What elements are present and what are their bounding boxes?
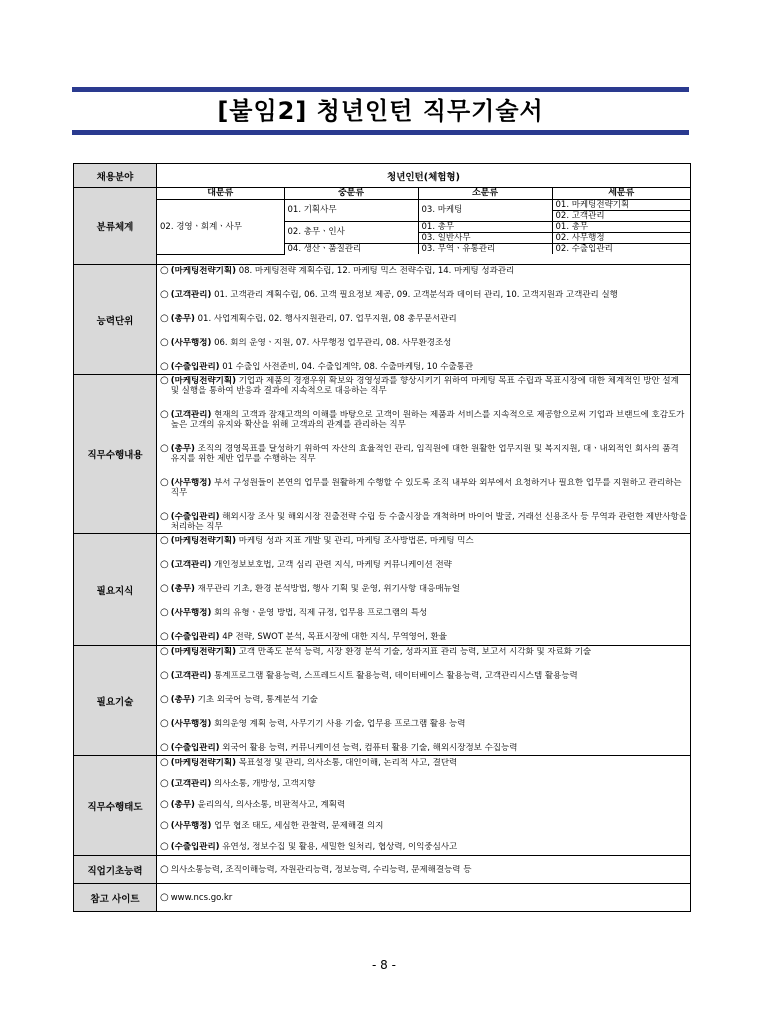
detail-value-2: 02. 고객관리 (552, 210, 690, 221)
header-mid: 중분류 (284, 188, 418, 199)
skill-item: ○ (마케팅전략기획) 고객 만족도 분석 능력, 시장 환경 분석 기술, 성과지표 관리 능력, 보고서 시각화 및 자료화 기술 (160, 646, 592, 657)
detail-value-3: 01. 총무 (552, 221, 690, 232)
job-content-item: ○ (총무) 조직의 경영목표를 달성하기 위하여 자산의 효율적인 관리, 임직원에 대한 원활한 업무지원 및 복지지원, 대ㆍ내외적인 회사의 품격 유지를 위한 제반 업무를 수행하는 직무 (160, 443, 679, 464)
ability-item: ○ (수출입관리) 01 수출입 사전준비, 04. 수출입계약, 08. 수출마케팅, 10 수출통관 (160, 361, 474, 372)
attitude-label: 직무수행태도 (74, 756, 157, 856)
circle-bullet-icon: ○ (160, 799, 169, 810)
knowledge-item: ○ (수출입관리) 4P 전략, SWOT 분석, 목표시장에 대한 지식, 무역영어, 환율 (160, 631, 447, 642)
page-title: [붙임2] 청년인턴 직무기술서 (217, 97, 544, 125)
circle-bullet-icon: ○ (160, 535, 169, 546)
detail-value-1: 01. 마케팅전략기획 (552, 199, 690, 210)
knowledge-item: ○ (사무행정) 회의 유형ㆍ운영 방법, 직제 규정, 업무용 프로그램의 특성 (160, 607, 428, 618)
row-classification (74, 188, 691, 265)
circle-bullet-icon: ○ (160, 409, 169, 420)
recruit-field-label: 채용분야 (74, 164, 157, 188)
circle-bullet-icon: ○ (160, 820, 169, 831)
circle-bullet-icon: ○ (160, 778, 169, 789)
reference-item (157, 893, 690, 903)
circle-bullet-icon: ○ (160, 361, 169, 372)
skill-item: ○ (고객관리) 통계프로그램 활용능력, 스프레드시트 활용능력, 데이터베이스 활용능력, 고객관리시스템 활용능력 (160, 670, 578, 681)
circle-bullet-icon: ○ (160, 864, 169, 875)
circle-bullet-icon: ○ (160, 841, 169, 852)
header-major: 대분류 (157, 188, 284, 199)
basic-ability-label: 직업기초능력 (74, 856, 157, 884)
mid-value-1: 01. 기획사무 (284, 199, 418, 221)
knowledge-item: ○ (고객관리) 개인정보보호법, 고객 심리 관련 지식, 마케팅 커뮤니케이션 전략 (160, 559, 452, 570)
minor-value-3: 03. 일반사무 (418, 232, 552, 243)
circle-bullet-icon: ○ (160, 631, 169, 642)
title-bottom-rule (72, 130, 689, 135)
job-content-item: ○ (고객관리) 현재의 고객과 잠재고객의 이해를 바탕으로 고객이 원하는 제품과 서비스를 지속적으로 제공함으로써 기업과 브랜드에 호감도가 높은 고객의 유지와 확산을 위해 고객과의 관계를 관리하는 직무 (160, 409, 685, 430)
circle-bullet-icon: ○ (160, 477, 169, 488)
circle-bullet-icon: ○ (160, 313, 169, 324)
circle-bullet-icon: ○ (160, 511, 169, 522)
circle-bullet-icon: ○ (160, 443, 169, 454)
circle-bullet-icon: ○ (160, 607, 169, 618)
circle-bullet-icon: ○ (160, 375, 169, 386)
row-job-content (74, 375, 691, 534)
reference-link[interactable]: www.ncs.go.kr (170, 892, 233, 903)
circle-bullet-icon: ○ (160, 583, 169, 594)
reference-label: 참고 사이트 (74, 884, 157, 912)
attitude-item: ○ (총무) 윤리의식, 의사소통, 비판적사고, 계획력 (160, 799, 346, 810)
knowledge-item: ○ (마케팅전략기획) 마케팅 성과 지표 개발 및 관리, 마케팅 조사방법론, 마케팅 믹스 (160, 535, 474, 546)
recruit-field-value: 청년인턴(체험형) (157, 164, 691, 188)
attitude-item: ○ (사무행정) 업무 협조 태도, 세심한 관찰력, 문제해결 의지 (160, 820, 384, 831)
row-knowledge (74, 534, 691, 646)
row-skills (74, 646, 691, 756)
job-content-item: ○ (수출입관리) 해외시장 조사 및 해외시장 진출전략 수립 등 수출시장을 개척하며 바이어 발굴, 거래선 신용조사 등 무역과 관련한 제반사항을 처리하는 직무 (160, 511, 687, 532)
skills-label: 필요기술 (74, 646, 157, 756)
job-content-item: ○ (사무행정) 부서 구성원들이 본연의 업무를 원활하게 수행할 수 있도록 조직 내부와 외부에서 요청하거나 필요한 업무를 지원하고 관리하는 직무 (160, 477, 682, 498)
circle-bullet-icon: ○ (160, 694, 169, 705)
minor-value-2: 01. 총무 (418, 221, 552, 232)
circle-bullet-icon: ○ (160, 559, 169, 570)
circle-bullet-icon: ○ (160, 646, 169, 657)
mid-value-2: 02. 총무ㆍ인사 (284, 221, 418, 243)
header-detail: 세분류 (552, 188, 690, 199)
job-description-table (73, 163, 691, 912)
circle-bullet-icon: ○ (160, 742, 169, 753)
skill-item: ○ (사무행정) 회의운영 계획 능력, 사무기기 사용 기술, 업무용 프로그램 활용 능력 (160, 718, 466, 729)
circle-bullet-icon: ○ (160, 289, 169, 300)
attitude-item: ○ (마케팅전략기획) 목표설정 및 관리, 의사소통, 대인이해, 논리적 사고, 결단력 (160, 757, 458, 768)
minor-value-4: 03. 무역ㆍ유통관리 (418, 243, 552, 254)
ability-item: ○ (총무) 01. 사업계획수립, 02. 행사지원관리, 07. 업무지원, 08 총무문서관리 (160, 313, 457, 324)
knowledge-label: 필요지식 (74, 534, 157, 646)
circle-bullet-icon: ○ (160, 718, 169, 729)
row-ability-unit (74, 265, 691, 375)
detail-value-4: 02. 사무행정 (552, 232, 690, 243)
ability-item: ○ (마케팅전략기획) 08. 마케팅전략 계획수립, 12. 마케팅 믹스 전략수립, 14. 마케팅 성과관리 (160, 265, 515, 276)
major-value: 02. 경영ㆍ회계ㆍ사무 (157, 199, 284, 254)
row-basic-ability (74, 856, 691, 884)
mid-value-3: 04. 생산ㆍ품질관리 (284, 243, 418, 254)
job-content-label: 직무수행내용 (74, 375, 157, 534)
circle-bullet-icon: ○ (160, 265, 169, 276)
row-recruit-field (74, 164, 691, 188)
knowledge-item: ○ (총무) 재무관리 기초, 환경 분석방법, 행사 기획 및 운영, 위기사항 대응매뉴얼 (160, 583, 460, 594)
detail-value-5: 02. 수출입관리 (552, 243, 690, 254)
classification-table (157, 188, 690, 255)
row-attitude (74, 756, 691, 856)
job-content-item: ○ (마케팅전략기획) 기업과 제품의 경쟁우위 확보와 경영성과를 향상시키기 위하여 마케팅 목표 수립과 목표시장에 대한 체계적인 방안 설계 및 실행을 통하여 반응과 결과에 지속적으로 대응하는 직무 (160, 375, 679, 396)
attitude-item: ○ (고객관리) 의사소통, 개방성, 고객지향 (160, 778, 316, 789)
header-minor: 소분류 (418, 188, 552, 199)
attitude-item: ○ (수출입관리) 유연성, 정보수집 및 활용, 세밀한 일처리, 협상력, 이익중심사고 (160, 841, 458, 852)
classification-label: 분류체계 (74, 188, 157, 265)
ability-item: ○ (사무행정) 06. 회의 운영ㆍ지원, 07. 사무행정 업무관리, 08. 사무환경조성 (160, 337, 452, 348)
circle-bullet-icon: ○ (160, 892, 169, 903)
skill-item: ○ (수출입관리) 외국어 활용 능력, 커뮤니케이션 능력, 컴퓨터 활용 기술, 해외시장정보 수집능력 (160, 742, 518, 753)
circle-bullet-icon: ○ (160, 757, 169, 768)
page-number: - 8 - (372, 958, 396, 972)
circle-bullet-icon: ○ (160, 337, 169, 348)
basic-ability-item: ○ 의사소통능력, 조직이해능력, 자원관리능력, 정보능력, 수리능력, 문제해결능력 등 (160, 864, 472, 875)
minor-value-1: 03. 마케팅 (418, 199, 552, 221)
ability-item: ○ (고객관리) 01. 고객관리 계획수립, 06. 고객 필요정보 제공, 09. 고객분석과 데이터 관리, 10. 고객지원과 고객관리 실행 (160, 289, 618, 300)
ability-unit-label: 능력단위 (74, 265, 157, 375)
skill-item: ○ (총무) 기초 외국어 능력, 통계분석 기술 (160, 694, 318, 705)
row-reference (74, 884, 691, 912)
circle-bullet-icon: ○ (160, 670, 169, 681)
